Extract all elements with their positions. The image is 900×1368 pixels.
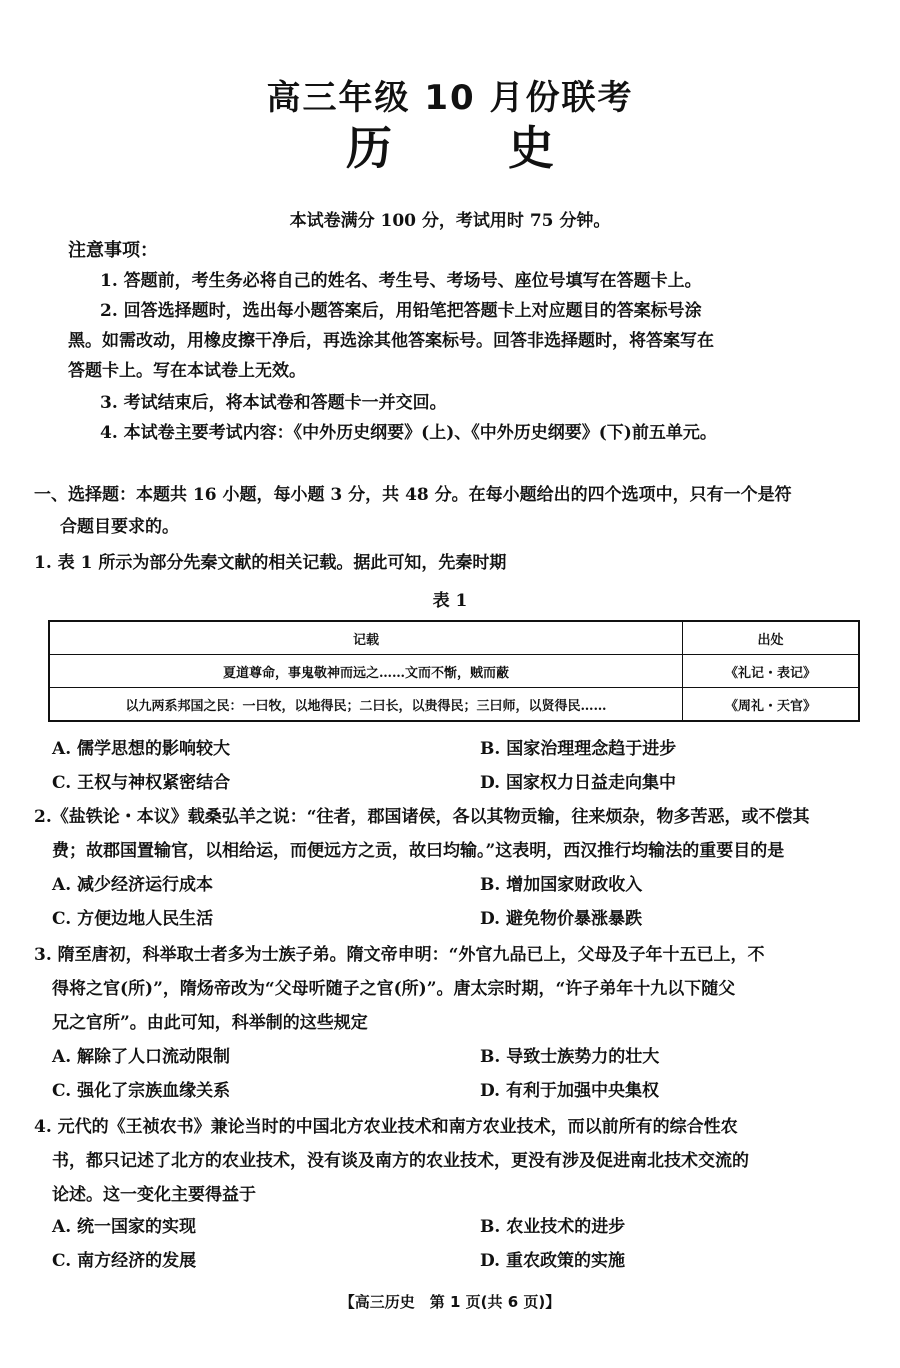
question-1-stem: 1. 表 1 所示为部分先秦文献的相关记载。据此可知，先秦时期 xyxy=(34,553,507,573)
notice-item-3: 3. 考试结束后，将本试卷和答题卡一并交回。 xyxy=(100,393,447,413)
q2-option-b: B. 增加国家财政收入 xyxy=(480,875,643,895)
section-heading: 一、选择题：本题共 16 小题，每小题 3 分，共 48 分。在每小题给出的四个选项中，只有一个是符 xyxy=(34,485,792,505)
question-4-stem-cont2: 论述。这一变化主要得益于 xyxy=(52,1185,256,1205)
exam-title: 高三年级 10 月份联考 xyxy=(266,78,634,118)
question-2-stem-cont: 费；故郡国置输官，以相给运，而便远方之贡，故曰均输。”这表明，西汉推行均输法的重要目的是 xyxy=(52,841,785,861)
notice-item-2: 2. 回答选择题时，选出每小题答案后，用铅笔把答题卡上对应题目的答案标号涂 xyxy=(100,301,702,321)
q4-option-b: B. 农业技术的进步 xyxy=(480,1217,626,1237)
question-2-stem: 2.《盐铁论・本议》载桑弘羊之说：“往者，郡国诸侯，各以其物贡输，往来烦杂，物多苦恶，或不偿其 xyxy=(34,807,810,827)
notice-item-1: 1. 答题前，考生务必将自己的姓名、考生号、考场号、座位号填写在答题卡上。 xyxy=(100,271,702,291)
table-cell-record: 夏道尊命，事鬼敬神而远之……文而不惭，贼而蔽 xyxy=(49,655,683,688)
q1-option-a: A. 儒学思想的影响较大 xyxy=(52,739,231,759)
table-cell-source: 《周礼・天官》 xyxy=(683,688,860,722)
notice-item-2-cont: 黑。如需改动，用橡皮擦干净后，再选涂其他答案标号。回答非选择题时，将答案写在 xyxy=(68,331,714,351)
q3-option-a: A. 解除了人口流动限制 xyxy=(52,1047,231,1067)
q4-option-d: D. 重农政策的实施 xyxy=(480,1251,625,1271)
subject-title: 历 史 xyxy=(345,121,604,175)
question-3-stem: 3. 隋至唐初，科举取士者多为士族子弟。隋文帝申明：“外官九品已上，父母及子年十五已上，不 xyxy=(34,945,765,965)
table-header-record: 记载 xyxy=(49,621,683,655)
exam-info-line: 本试卷满分 100 分，考试用时 75 分钟。 xyxy=(289,211,611,231)
q4-option-c: C. 南方经济的发展 xyxy=(52,1251,197,1271)
q4-option-a: A. 统一国家的实现 xyxy=(52,1217,197,1237)
question-3-stem-cont2: 兄之官所”。由此可知，科举制的这些规定 xyxy=(52,1013,368,1033)
q3-option-b: B. 导致士族势力的壮大 xyxy=(480,1047,660,1067)
q2-option-c: C. 方便边地人民生活 xyxy=(52,909,214,929)
q3-option-c: C. 强化了宗族血缘关系 xyxy=(52,1081,231,1101)
question-4-stem: 4. 元代的《王祯农书》兼论当时的中国北方农业技术和南方农业技术，而以前所有的综合性农 xyxy=(34,1117,738,1137)
table-row xyxy=(49,688,859,722)
notice-item-4: 4. 本试卷主要考试内容：《中外历史纲要》(上)、《中外历史纲要》(下)前五单元。 xyxy=(100,423,717,443)
question-4-stem-cont: 书，都只记述了北方的农业技术，没有谈及南方的农业技术，更没有涉及促进南北技术交流的 xyxy=(52,1151,749,1171)
table-caption: 表 1 xyxy=(432,591,468,611)
page-footer: 【高三历史 第 1 页(共 6 页)】 xyxy=(339,1293,561,1311)
q1-option-d: D. 国家权力日益走向集中 xyxy=(480,773,676,793)
section-heading-cont: 合题目要求的。 xyxy=(60,517,179,537)
notice-heading: 注意事项： xyxy=(68,240,158,261)
notice-item-2-cont2: 答题卡上。写在本试卷上无效。 xyxy=(68,361,306,381)
table-header-source: 出处 xyxy=(683,621,860,655)
table-cell-source: 《礼记・表记》 xyxy=(683,655,860,688)
table-row xyxy=(49,655,859,688)
question-3-stem-cont: 得将之官(所)”，隋炀帝改为“父母听随子之官(所)”。唐太宗时期，“许子弟年十九以下随父 xyxy=(52,979,736,999)
records-table xyxy=(48,620,860,722)
q2-option-d: D. 避免物价暴涨暴跌 xyxy=(480,909,642,929)
q3-option-d: D. 有利于加强中央集权 xyxy=(480,1081,659,1101)
table-cell-record: 以九两系邦国之民：一曰牧，以地得民；二曰长，以贵得民；三曰师，以贤得民…… xyxy=(49,688,683,722)
q2-option-a: A. 减少经济运行成本 xyxy=(52,875,214,895)
q1-option-c: C. 王权与神权紧密结合 xyxy=(52,773,231,793)
table-header-row xyxy=(49,621,859,655)
q1-option-b: B. 国家治理理念趋于进步 xyxy=(480,739,677,759)
